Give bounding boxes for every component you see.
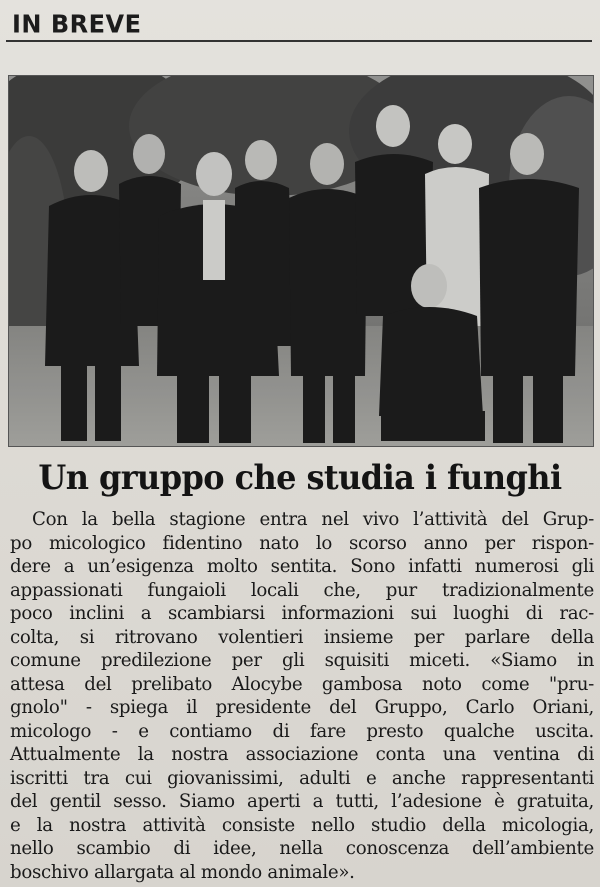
body-line: attesa del prelibato Alocybe gambosa noto come "pru-: [10, 673, 594, 695]
group-photo-icon: [9, 76, 593, 446]
body-line: gnolo" - spiega il presidente del Gruppo, Carlo Oriani,: [10, 697, 594, 718]
group-photo: [8, 75, 594, 447]
body-line: poco inclini a scambiarsi informazioni sui luoghi di rac-: [10, 603, 594, 624]
body-line: Con la bella stagione entra nel vivo l’attività del Grup-: [32, 509, 594, 530]
body-line: del gentil sesso. Siamo aperti a tutti, l’adesione è gratuita,: [10, 791, 594, 812]
body-line: iscritti tra cui giovanissimi, adulti e anche rappresentanti: [10, 767, 594, 789]
section-label: IN BREVE: [12, 9, 142, 39]
article-body: [10, 508, 594, 884]
body-line: e la nostra attività consiste nello studio della micologia,: [10, 814, 594, 836]
body-line: appassionati fungaioli locali che, pur tradizionalmente: [10, 579, 594, 601]
article-headline: Un gruppo che studia i funghi: [38, 458, 562, 498]
body-line: nello scambio di idee, nella conoscenza dell’ambiente: [10, 838, 594, 859]
body-line: po micologico fidentino nato lo scorso anno per rispon-: [10, 532, 594, 554]
body-line: colta, si ritrovano volentieri insieme per parlare della: [10, 626, 594, 648]
body-line: dere a un’esigenza molto sentita. Sono infatti numerosi gli: [10, 556, 594, 577]
body-line: micologo - e contiamo di fare presto qualche uscita.: [10, 720, 594, 742]
body-line: boschivo allargata al mondo animale».: [10, 861, 355, 883]
body-line: Attualmente la nostra associazione conta una ventina di: [10, 744, 594, 765]
body-line: comune predilezione per gli squisiti miceti. «Siamo in: [10, 650, 594, 671]
section-header: [6, 6, 592, 42]
